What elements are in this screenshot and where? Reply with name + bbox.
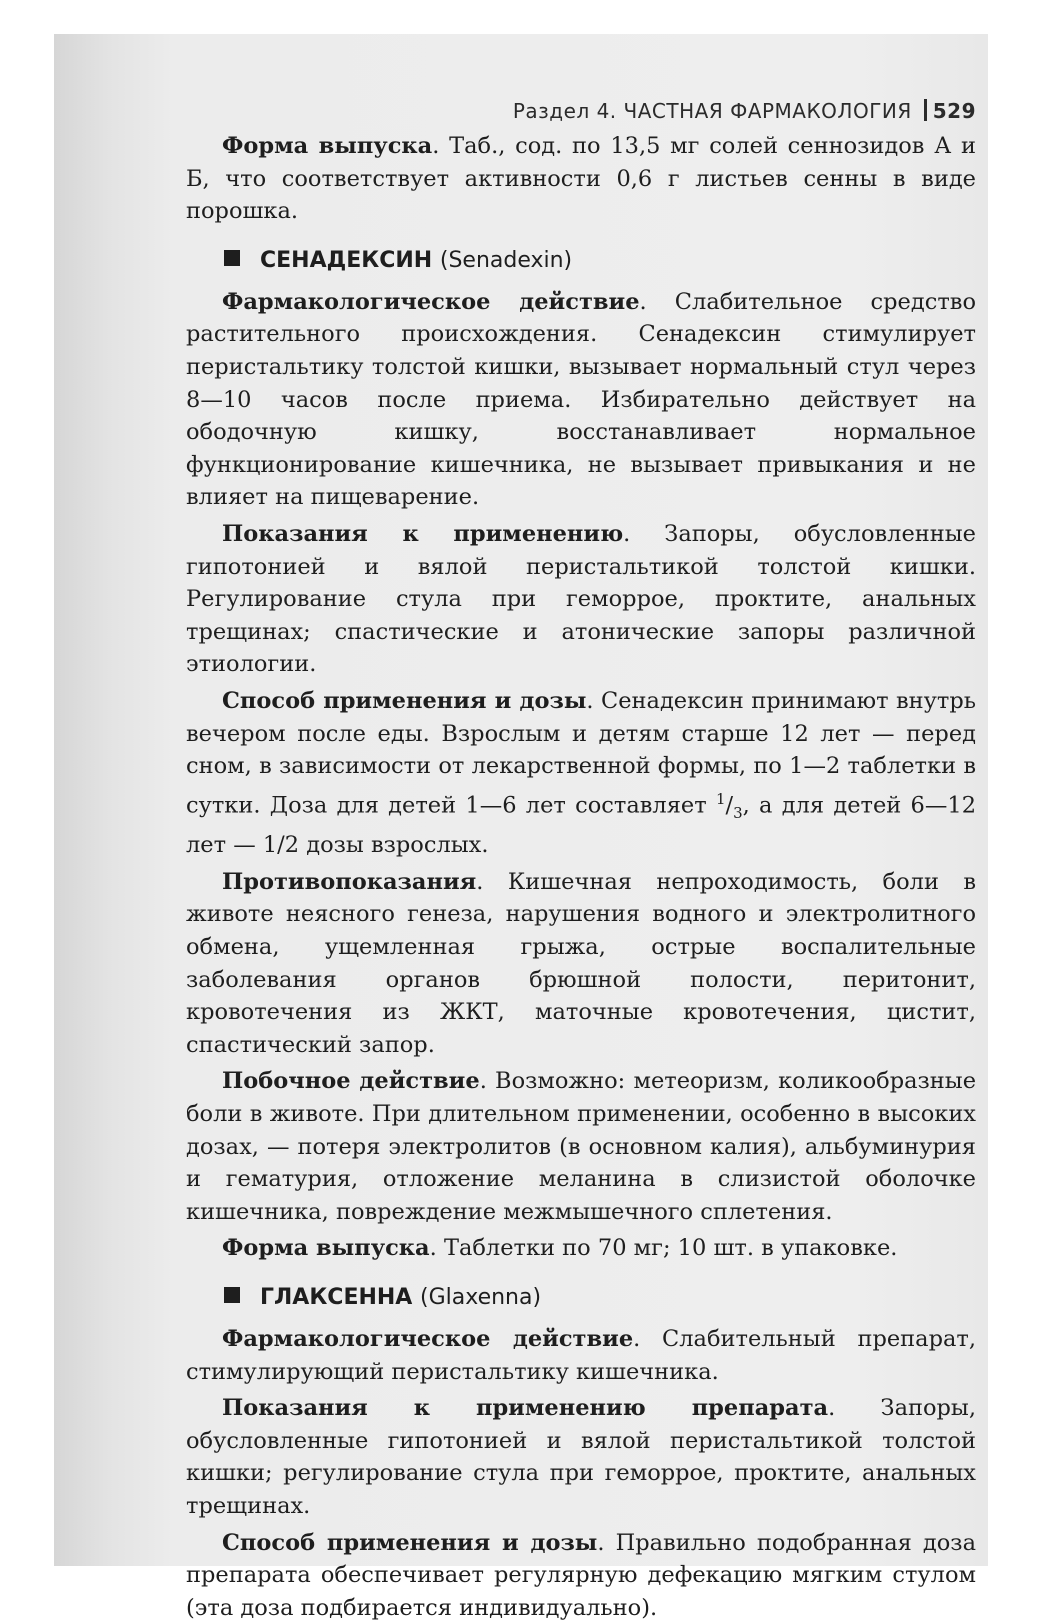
drug-name: СЕНАДЕКСИН: [260, 247, 433, 273]
paragraph-text: . Сенадексин принимают внутрь вечером после еды. Взрослым и детям старше 12 лет — перед сном, в зависимости от лекарственной формы, по 1—2 таблетки в сутки. Доза для детей 1—6 лет составляет: [186, 687, 977, 819]
drug-heading-glaxenna: [186, 1277, 976, 1319]
glaxenna-pharmacology: [186, 1323, 976, 1388]
paragraph-text-continued: , а для детей 6—12 лет — 1/2 дозы взрослых.: [186, 792, 977, 859]
term-label: Способ применения и дозы: [222, 1529, 598, 1556]
drug-heading-senadexin: [186, 240, 976, 282]
term-label: Побочное действие: [222, 1068, 480, 1095]
paragraph-text: . Таблетки по 70 мг; 10 шт. в упаковке.: [429, 1235, 898, 1262]
glaxenna-dosage: [186, 1527, 976, 1624]
senadexin-indications: [186, 518, 976, 681]
glaxenna-indications: [186, 1392, 976, 1522]
term-label: Показания к применению препарата: [222, 1395, 829, 1422]
book-page: [54, 34, 988, 1621]
term-label: Показания к применению: [222, 520, 624, 547]
drug-latin-name: (Senadexin): [439, 247, 573, 273]
paragraph-text: . Кишечная непроходимость, боли в животе неясного генеза, нарушения водного и электролитного обмена, ущемленная грыжа, острые воспалительные заболевания органов брюшной полости, перитонит, кровотечения из ЖКТ, маточные кровотечения, цистит, спастический запор.: [186, 868, 976, 1058]
term-label: Способ применения и дозы: [222, 687, 587, 714]
drug-name: ГЛАКСЕННА: [260, 1285, 413, 1310]
term-label: Фармакологическое действие: [222, 288, 640, 315]
senadexin-dosage: Способ применения и дозы. Сенадексин принимают внутрь вечером после еды. Взрослым и детям старше 12 лет — перед сном, в зависимости от лекарственной формы, по 1—2 таблетки в сутки. Доза для детей 1—6 лет составляет $^1/_3$, а для детей 6—12 лет — 1/2 дозы взрослых.: [186, 687, 977, 859]
page-number: 529: [932, 99, 976, 123]
senadexin-release-form: [186, 1232, 976, 1265]
term-label: Форма выпуска: [222, 133, 433, 159]
running-head: [186, 96, 976, 130]
section-title: Раздел 4. ЧАСТНАЯ ФАРМАКОЛОГИЯ: [512, 99, 912, 123]
drug-latin-name: (Glaxenna): [420, 1285, 542, 1310]
header-divider: [924, 99, 927, 121]
paragraph-text: . Слабительное средство растительного происхождения. Сенадексин стимулирует перистальтику толстой кишки, вызывает нормальный стул через 8—10 часов после приема. Избирательно действует на ободочную кишку, восстанавливает нормальное функционирование кишечника, не вызывает привыкания и не влияет на пищеварение.: [186, 288, 976, 511]
page-content: [186, 96, 976, 1624]
senadexin-side-effects: [186, 1065, 976, 1228]
term-label: Фармакологическое действие: [222, 1326, 634, 1352]
fraction-numerator: 1: [715, 789, 726, 808]
paragraph-text: . Слабительный препарат, стимулирующий перистальтику кишечника.: [186, 1326, 976, 1385]
paragraph-text: . Запоры, обусловленные гипотонией и вялой перистальтикой толстой кишки; регулирование стула при геморрое, проктите, анальных трещинах.: [186, 1395, 976, 1519]
fraction-denominator: 3: [733, 803, 743, 822]
term-label: Форма выпуска: [222, 1235, 430, 1262]
paragraph-text: . Таб., сод. по 13,5 мг солей сеннозидов А и Б, что соответствует активности 0,6 г листьев сенны в виде порошка.: [186, 133, 976, 225]
paragraph-text: . Правильно подобранная доза препарата обеспечивает регулярную дефекацию мягким стулом (эта доза подбирается индивидуально).: [186, 1529, 976, 1621]
paragraph-text: . Запоры, обусловленные гипотонией и вялой перистальтикой толстой кишки. Регулирование стула при геморрое, проктите, анальных трещинах; спастические и атонические запоры различной этиологии.: [186, 520, 976, 678]
senadexin-contraindications: [186, 866, 976, 1062]
paragraph-text: . Возможно: метеоризм, коликообразные боли в животе. При длительном применении, особенно в высоких дозах, — потеря электролитов (в основном калия), альбуминурия и гематурия, отложение меланина в слизистой оболочке кишечника, повреждение межмышечного сплетения.: [186, 1068, 977, 1225]
intro-release-form: [186, 130, 976, 228]
senadexin-pharmacology: [186, 286, 976, 514]
square-bullet-icon: [224, 250, 240, 266]
square-bullet-icon: [224, 1287, 240, 1303]
term-label: Противопоказания: [222, 868, 477, 895]
